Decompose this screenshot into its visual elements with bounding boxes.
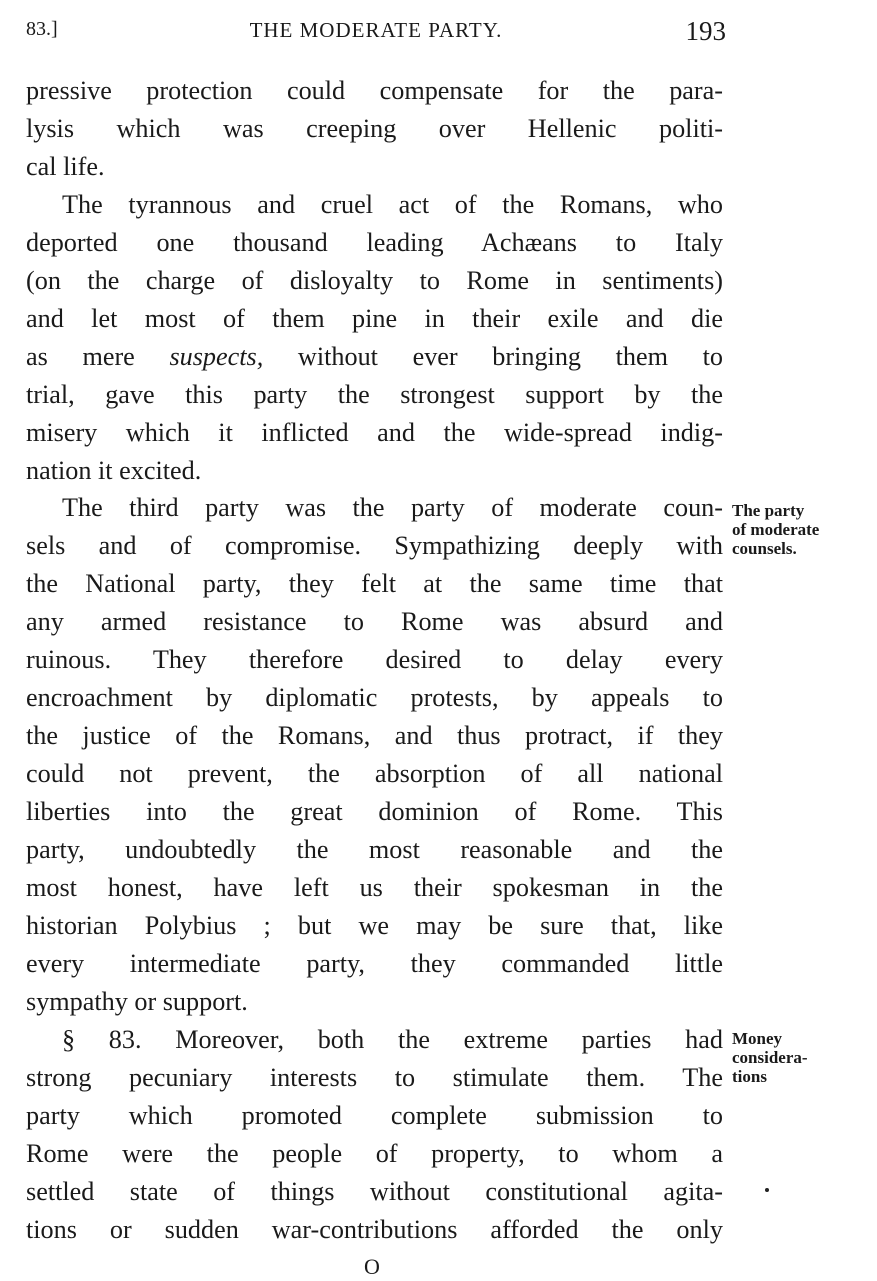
text-line: sympathy or support. (26, 986, 248, 1016)
text-segment: as mere (26, 341, 135, 371)
paragraph (26, 489, 723, 1020)
text-line: historian Polybius ; but we may be sure that, like (26, 910, 723, 940)
text-line: Rome were the people of property, to whom a (26, 1138, 723, 1168)
text-line: strong pecuniary interests to stimulate them. The (26, 1062, 723, 1092)
page-number: 193 (685, 16, 726, 46)
text-line (26, 338, 723, 376)
text-line: settled state of things without constitutional agita- (26, 1176, 723, 1206)
text-line: could not prevent, the absorption of all national (26, 759, 723, 789)
text-line: deported one thousand leading Achæans to Italy (26, 227, 723, 257)
text-line: trial, gave this party the strongest support by the (26, 379, 723, 409)
text-line: sels and of compromise. Sympathizing deeply with (26, 531, 723, 561)
text-line: nation it excited. (26, 455, 202, 485)
text-line: any armed resistance to Rome was absurd and (26, 607, 723, 637)
body-text (26, 72, 723, 1249)
text-line: most honest, have left us their spokesman in the (26, 873, 723, 903)
text-line: the justice of the Romans, and thus protract, if they (26, 721, 723, 751)
text-segment: without ever bringing them to (297, 341, 724, 371)
text-line: lysis which was creeping over Hellenic politi- (26, 113, 723, 143)
text-line: ruinous. They therefore desired to delay every (26, 645, 723, 675)
running-header (26, 14, 726, 50)
margin-note-line: of moderate (732, 520, 820, 539)
margin-note-line: counsels. (732, 539, 797, 558)
margin-note-moderate-party (732, 501, 862, 558)
margin-note-line: Money (732, 1029, 783, 1048)
text-line: the National party, they felt at the same time that (26, 569, 723, 599)
paragraph (26, 186, 723, 490)
paragraph (26, 72, 723, 186)
text-line: The tyrannous and cruel act of the Romans, who (62, 189, 723, 219)
text-line: misery which it inflicted and the wide-spread indig- (26, 417, 723, 447)
ink-speck (765, 1188, 769, 1192)
text-line: liberties into the great dominion of Rome. This (26, 797, 723, 827)
text-line: tions or sudden war-contributions afforded the only (26, 1214, 723, 1244)
text-line: § 83. Moreover, both the extreme parties had (62, 1024, 723, 1054)
paragraph (26, 1021, 723, 1249)
text-line: every intermediate party, they commanded little (26, 948, 723, 978)
margin-note-line: The party (732, 501, 805, 520)
text-line: party which promoted complete submission to (26, 1100, 723, 1130)
text-line: pressive protection could compensate for the para- (26, 76, 723, 105)
italic-word: suspects, (169, 341, 264, 371)
signature-mark: O (364, 1254, 380, 1279)
text-line: party, undoubtedly the most reasonable and the (26, 835, 723, 865)
text-line: cal life. (26, 151, 105, 181)
text-line: The third party was the party of moderate coun- (62, 493, 723, 523)
running-title: THE MODERATE PARTY. (249, 18, 503, 42)
text-line: encroachment by diplomatic protests, by appeals to (26, 683, 723, 713)
section-reference: 83.] (26, 18, 58, 40)
text-line: and let most of them pine in their exile and die (26, 303, 723, 333)
text-line: (on the charge of disloyalty to Rome in sentiments) (26, 265, 723, 295)
margin-note-line: considera- (732, 1048, 808, 1067)
margin-note-money (732, 1029, 862, 1086)
margin-note-line: tions (732, 1067, 767, 1086)
